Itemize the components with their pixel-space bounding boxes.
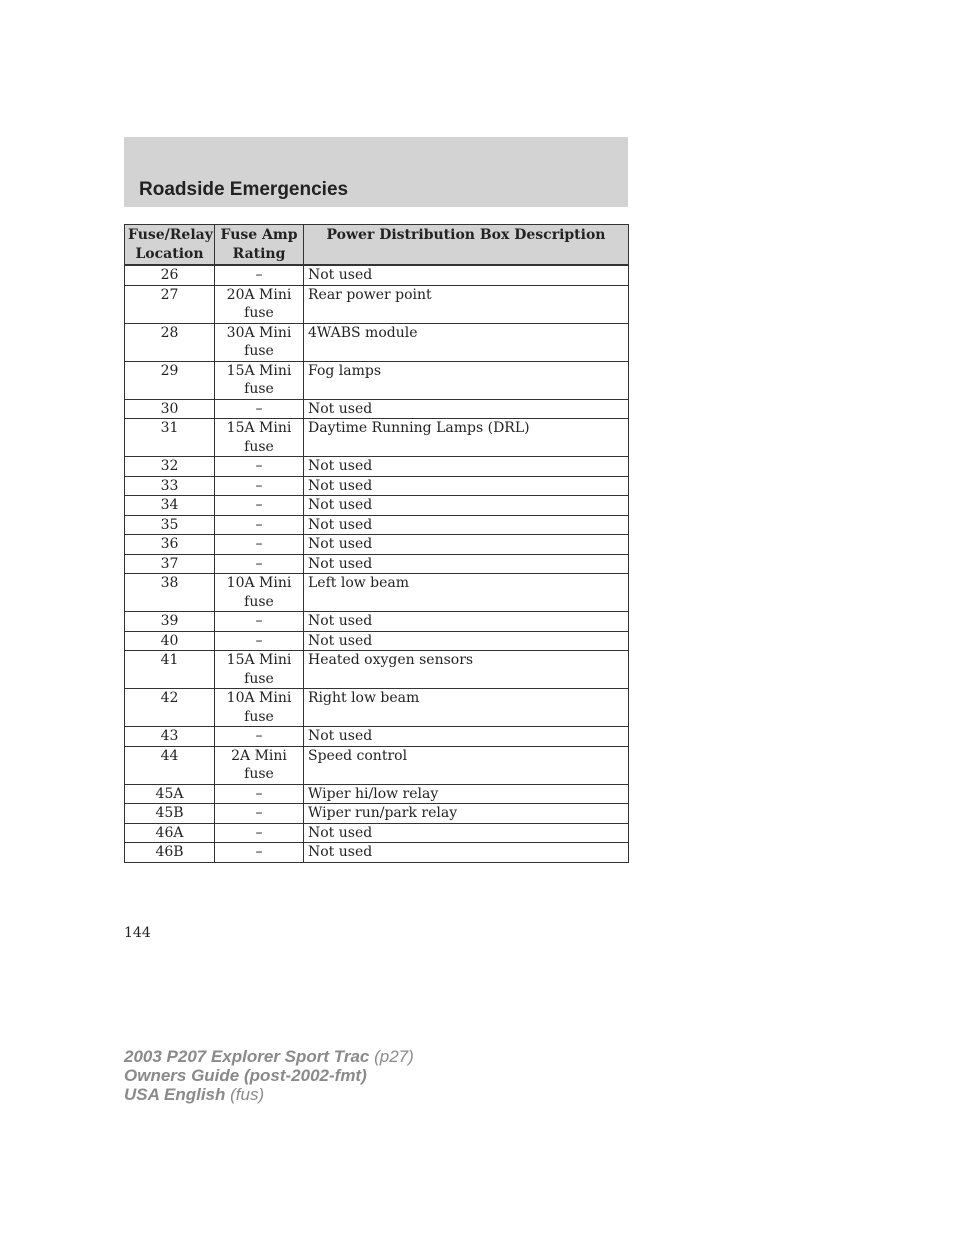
fuse-amp-line: fuse (244, 305, 274, 321)
footer-language: USA English (124, 1085, 226, 1104)
fuse-amp-cell (215, 399, 304, 419)
section-header-band (124, 137, 628, 207)
fuse-amp-line: fuse (244, 766, 274, 782)
fuse-amp-cell (215, 843, 304, 863)
fuse-amp-cell (215, 496, 304, 516)
table-row (125, 804, 629, 824)
fuse-location-cell: 27 (125, 285, 215, 323)
fuse-amp-line: fuse (244, 343, 274, 359)
table-row (125, 612, 629, 632)
fuse-amp-line: – (255, 555, 263, 572)
fuse-location-cell: 38 (125, 574, 215, 612)
fuse-amp-line: – (255, 805, 263, 821)
table-row (125, 554, 629, 574)
fuse-amp-line: 15A Mini (226, 362, 292, 379)
fuse-location-cell: 41 (125, 651, 215, 689)
fuse-amp-cell (215, 323, 304, 361)
fuse-location-cell: 30 (125, 399, 215, 419)
footer (124, 1047, 414, 1104)
fuse-amp-line: 20A Mini (226, 286, 292, 303)
fuse-amp-cell (215, 574, 304, 612)
fuse-amp-line: – (255, 536, 263, 552)
fuse-amp-cell (215, 361, 304, 399)
table-row (125, 515, 629, 535)
fuse-location-cell: 28 (125, 323, 215, 361)
fuse-amp-cell (215, 727, 304, 747)
table-row (125, 843, 629, 863)
fuse-description-cell: Daytime Running Lamps (DRL) (304, 419, 629, 457)
table-row (125, 476, 629, 496)
footer-language-code: (fus) (230, 1085, 265, 1104)
fuse-table-header (125, 225, 629, 266)
fuse-location-cell: 35 (125, 515, 215, 535)
fuse-amp-line: – (255, 613, 263, 629)
fuse-amp-line: – (255, 400, 263, 417)
table-row (125, 323, 629, 361)
fuse-amp-line: – (255, 728, 263, 744)
fuse-description-cell: Speed control (304, 746, 629, 784)
footer-guide: Owners Guide (post-2002-fmt) (124, 1066, 367, 1085)
fuse-location-cell: 42 (125, 689, 215, 727)
fuse-description-cell: Not used (304, 399, 629, 419)
fuse-location-cell: 26 (125, 265, 215, 285)
header-location (125, 225, 215, 266)
table-row (125, 727, 629, 747)
fuse-description-cell: Left low beam (304, 574, 629, 612)
header-location-line1: Fuse/Relay (128, 227, 213, 243)
fuse-amp-line: fuse (244, 670, 274, 687)
fuse-amp-line: 10A Mini (226, 575, 292, 591)
fuse-description-cell: Wiper run/park relay (304, 804, 629, 824)
fuse-amp-cell (215, 265, 304, 285)
fuse-location-cell: 43 (125, 727, 215, 747)
fuse-amp-cell (215, 554, 304, 574)
fuse-amp-cell (215, 823, 304, 843)
table-row (125, 651, 629, 689)
fuse-table-body (125, 265, 629, 862)
fuse-amp-cell (215, 419, 304, 457)
fuse-amp-line: – (255, 477, 263, 494)
fuse-description-cell: Rear power point (304, 285, 629, 323)
table-row (125, 746, 629, 784)
fuse-description-cell: Not used (304, 843, 629, 863)
fuse-amp-line: – (255, 267, 263, 283)
table-row (125, 496, 629, 516)
footer-line-1 (124, 1047, 414, 1066)
fuse-description-cell: Not used (304, 535, 629, 555)
fuse-description-cell: Not used (304, 457, 629, 477)
fuse-amp-cell (215, 476, 304, 496)
table-row (125, 631, 629, 651)
fuse-location-cell: 46A (125, 823, 215, 843)
fuse-amp-cell (215, 784, 304, 804)
fuse-amp-line: – (255, 632, 263, 649)
fuse-amp-line: – (255, 785, 263, 802)
table-row (125, 535, 629, 555)
fuse-location-cell: 46B (125, 843, 215, 863)
fuse-location-cell: 33 (125, 476, 215, 496)
fuse-description-cell: Not used (304, 265, 629, 285)
header-location-line2: Location (135, 245, 204, 262)
header-description: Power Distribution Box Description (304, 225, 629, 266)
fuse-amp-line: fuse (244, 438, 274, 455)
table-row (125, 784, 629, 804)
fuse-location-cell: 34 (125, 496, 215, 516)
fuse-location-cell: 32 (125, 457, 215, 477)
fuse-description-cell: Not used (304, 631, 629, 651)
fuse-amp-line: 10A Mini (226, 690, 292, 706)
fuse-amp-cell (215, 535, 304, 555)
fuse-description-cell: 4WABS module (304, 323, 629, 361)
footer-model-code: (p27) (374, 1047, 414, 1066)
fuse-amp-line: fuse (244, 593, 274, 610)
fuse-location-cell: 45A (125, 784, 215, 804)
fuse-amp-line: fuse (244, 381, 274, 397)
fuse-amp-cell (215, 651, 304, 689)
table-header-row (125, 225, 629, 266)
fuse-table (124, 224, 629, 863)
fuse-description-cell: Heated oxygen sensors (304, 651, 629, 689)
fuse-amp-line: 15A Mini (226, 420, 292, 436)
fuse-amp-line: 30A Mini (226, 324, 292, 341)
table-row (125, 457, 629, 477)
page-number: 144 (124, 925, 151, 941)
fuse-amp-cell (215, 631, 304, 651)
fuse-description-cell: Not used (304, 727, 629, 747)
fuse-description-cell: Wiper hi/low relay (304, 784, 629, 804)
fuse-amp-cell (215, 285, 304, 323)
fuse-amp-line: – (255, 824, 263, 841)
fuse-location-cell: 44 (125, 746, 215, 784)
table-row (125, 419, 629, 457)
footer-line-2 (124, 1066, 414, 1085)
footer-model: 2003 P207 Explorer Sport Trac (124, 1047, 370, 1066)
fuse-amp-cell (215, 515, 304, 535)
header-amp-line2: Rating (232, 245, 286, 262)
fuse-amp-line: – (255, 516, 263, 533)
fuse-amp-line: fuse (244, 708, 274, 725)
header-amp-line1: Fuse Amp (220, 227, 298, 243)
fuse-description-cell: Not used (304, 496, 629, 516)
fuse-amp-cell (215, 804, 304, 824)
table-row (125, 823, 629, 843)
fuse-location-cell: 37 (125, 554, 215, 574)
footer-line-3 (124, 1085, 414, 1104)
table-row (125, 399, 629, 419)
fuse-location-cell: 31 (125, 419, 215, 457)
fuse-amp-cell (215, 746, 304, 784)
fuse-amp-line: 2A Mini (231, 747, 287, 764)
fuse-description-cell: Fog lamps (304, 361, 629, 399)
table-row (125, 574, 629, 612)
fuse-location-cell: 45B (125, 804, 215, 824)
fuse-description-cell: Not used (304, 823, 629, 843)
fuse-amp-line: 15A Mini (226, 652, 292, 668)
fuse-description-cell: Not used (304, 612, 629, 632)
fuse-description-cell: Not used (304, 515, 629, 535)
table-row (125, 689, 629, 727)
fuse-location-cell: 36 (125, 535, 215, 555)
fuse-location-cell: 29 (125, 361, 215, 399)
section-title: Roadside Emergencies (139, 179, 349, 200)
fuse-description-cell: Not used (304, 476, 629, 496)
fuse-amp-line: – (255, 844, 263, 860)
fuse-amp-cell (215, 612, 304, 632)
table-row (125, 265, 629, 285)
header-amp-rating (215, 225, 304, 266)
fuse-location-cell: 40 (125, 631, 215, 651)
table-row (125, 361, 629, 399)
fuse-amp-line: – (255, 497, 263, 513)
fuse-amp-cell (215, 689, 304, 727)
fuse-description-cell: Not used (304, 554, 629, 574)
table-row (125, 285, 629, 323)
fuse-amp-cell (215, 457, 304, 477)
fuse-description-cell: Right low beam (304, 689, 629, 727)
fuse-amp-line: – (255, 458, 263, 474)
fuse-location-cell: 39 (125, 612, 215, 632)
